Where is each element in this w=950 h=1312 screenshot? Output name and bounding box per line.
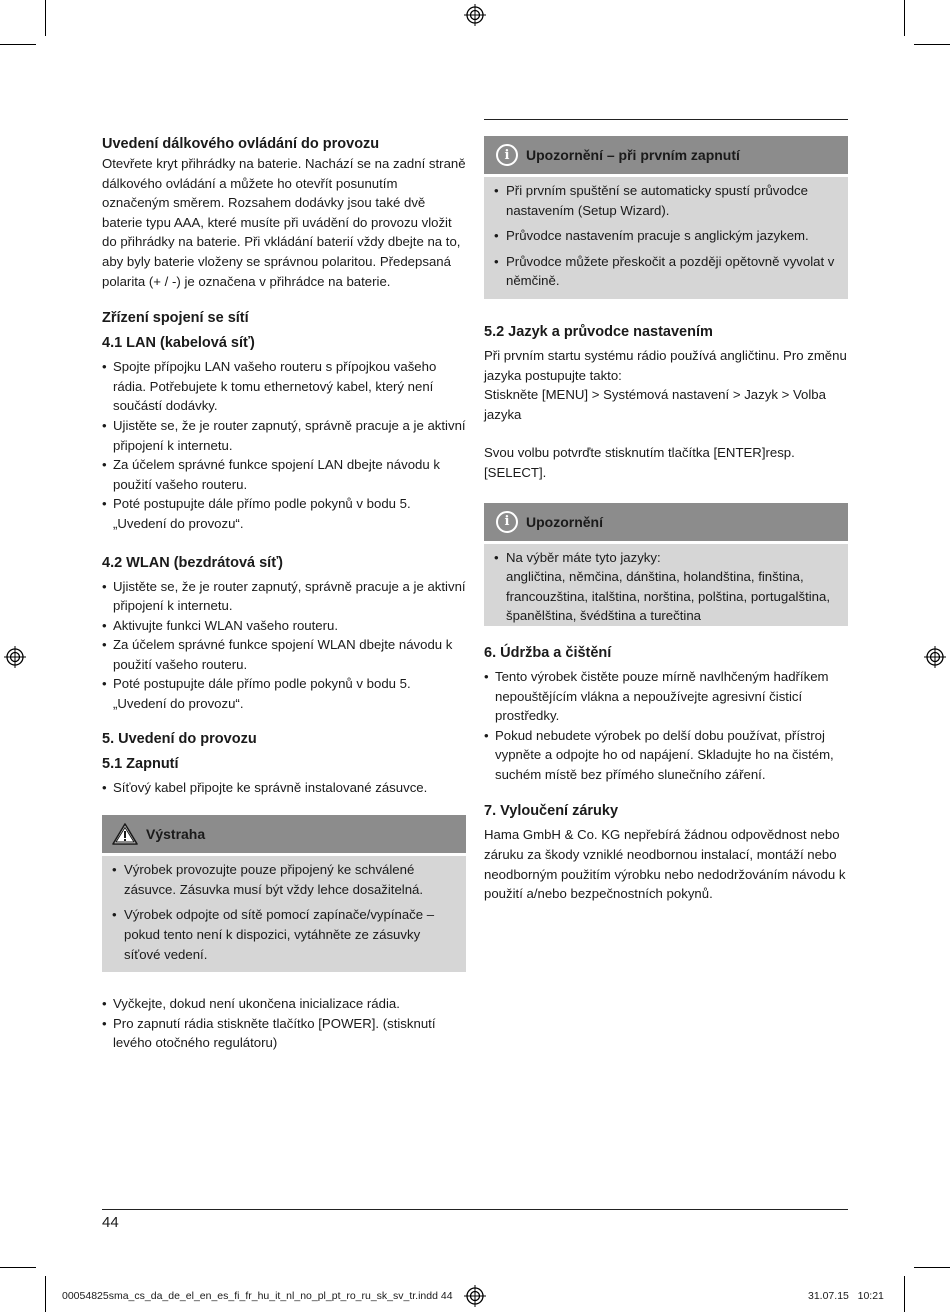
section-heading-power-on: 5.1 Zapnutí xyxy=(102,755,179,772)
list-item: • Aktivujte funkci WLAN vašeho routeru. xyxy=(102,616,466,636)
bottom-rule xyxy=(102,1209,848,1210)
note-body xyxy=(484,177,848,299)
after-list xyxy=(102,994,466,1053)
list-item: • Ujistěte se, že je router zapnutý, správně pracuje a je aktivní připojení k internetu. xyxy=(102,577,466,616)
warning-box xyxy=(102,815,466,972)
warning-icon xyxy=(112,823,138,845)
registration-mark-icon xyxy=(464,4,486,26)
list-item: • Průvodce nastavením pracuje s anglickým jazykem. xyxy=(492,226,840,246)
registration-mark-icon xyxy=(464,1285,486,1307)
info-icon: i xyxy=(496,511,518,533)
warranty-text: Hama GmbH & Co. KG nepřebírá žádnou odpovědnost nebo záruku za škody vzniklé neodbornou instalací, montáží nebo neodborným použitím výrobku nebo nedodržováním návodu k použití a/nebo bezpečnostních pokynů. xyxy=(484,827,846,902)
list-item: • Za účelem správné funkce spojení LAN dbejte návodu k použití vašeho routeru. xyxy=(102,455,466,494)
languages-intro: Na výběr máte tyto jazyky: xyxy=(506,549,661,565)
right-column xyxy=(484,136,848,904)
list-item: • Průvodce můžete přeskočit a později opětovně vyvolat v němčině. xyxy=(492,252,840,291)
crop-mark xyxy=(45,0,46,36)
section-heading-startup: 5. Uvedení do provozu xyxy=(102,730,257,747)
maintenance-list xyxy=(484,667,848,785)
crop-mark xyxy=(904,0,905,36)
wlan-list xyxy=(102,577,466,714)
note-box-languages xyxy=(484,503,848,626)
note-title: Upozornění – při prvním zapnutí xyxy=(526,147,740,163)
languages-list: angličtina, němčina, dánština, holandština, finština, francouzština, italština, norština, polština, portugalština, španělština, švédština a turečtina xyxy=(506,569,831,624)
note-list xyxy=(492,548,840,626)
registration-mark-icon xyxy=(4,646,26,668)
note-box-first-start xyxy=(484,136,848,299)
page-number: 44 xyxy=(102,1214,119,1231)
list-item: • Za účelem správné funkce spojení WLAN dbejte návodu k použití vašeho routeru. xyxy=(102,635,466,674)
note-list xyxy=(492,181,840,291)
note-header xyxy=(484,136,848,174)
top-rule xyxy=(484,119,848,120)
power-list xyxy=(102,778,466,798)
list-item: • Při prvním spuštění se automaticky spustí průvodce nastavením (Setup Wizard). xyxy=(492,181,840,220)
lan-list xyxy=(102,357,466,533)
crop-mark xyxy=(914,44,950,45)
list-item: • Pro zapnutí rádia stiskněte tlačítko [POWER]. (stisknutí levého otočného regulátoru) xyxy=(102,1014,466,1053)
warning-title: Výstraha xyxy=(146,826,206,843)
list-item: • Poté postupujte dále přímo podle pokynů v bodu 5. „Uvedení do provozu“. xyxy=(102,494,466,533)
note-header xyxy=(484,503,848,541)
registration-mark-icon xyxy=(924,646,946,668)
list-item: • Poté postupujte dále přímo podle pokynů v bodu 5. „Uvedení do provozu“. xyxy=(102,674,466,713)
section-heading-maintenance: 6. Údržba a čištění xyxy=(484,644,612,661)
remote-text: Otevřete kryt přihrádky na baterie. Nachází se na zadní straně dálkového ovládání a můžete ho otevřít posunutím označeným směrem. Rozsahem dodávky jsou také dvě baterie typu AAA, které musíte při uvádění do provozu vložit do přihrádky na baterie. Při vkládání baterií vždy dbejte na to, aby byly baterie vloženy se správnou polaritou. Předepsaná polarita (+ / -) je označena v přihrádce na baterie. xyxy=(102,156,466,289)
info-icon: i xyxy=(496,144,518,166)
warning-body xyxy=(102,856,466,972)
list-item: • Výrobek odpojte od sítě pomocí zapínače/vypínače – pokud tento není k dispozici, vytáhněte ze zásuvky síťové vedení. xyxy=(110,905,458,964)
list-item: • Síťový kabel připojte ke správně instalované zásuvce. xyxy=(102,778,466,798)
language-text-1: Při prvním startu systému rádio používá angličtinu. Pro změnu jazyka postupujte takto: xyxy=(484,347,847,383)
section-heading-wlan: 4.2 WLAN (bezdrátová síť) xyxy=(102,554,283,571)
crop-mark xyxy=(0,1267,36,1268)
list-item: • Pokud nebudete výrobek po delší dobu používat, přístroj vypněte a odpojte ho od napájení. Skladujte ho na čistém, suchém místě bez přímého slunečního záření. xyxy=(484,726,848,785)
note-body xyxy=(484,544,848,626)
crop-mark xyxy=(914,1267,950,1268)
left-column xyxy=(102,135,466,1053)
section-heading-network: Zřízení spojení se sítí xyxy=(102,310,249,327)
list-item: • Spojte přípojku LAN vašeho routeru s přípojkou vašeho rádia. Potřebujete k tomu ethernetový kabel, který není součástí dodávky. xyxy=(102,357,466,416)
warning-list xyxy=(110,860,458,964)
list-item: • Výrobek provozujte pouze připojený ke schválené zásuvce. Zásuvka musí být vždy lehce dosažitelná. xyxy=(110,860,458,899)
crop-mark xyxy=(0,44,36,45)
crop-mark xyxy=(904,1276,905,1312)
section-heading-warranty: 7. Vyloučení záruky xyxy=(484,803,619,820)
section-heading-lan: 4.1 LAN (kabelová síť) xyxy=(102,335,255,352)
language-text-3: Svou volbu potvrďte stisknutím tlačítka [ENTER]resp. [SELECT]. xyxy=(484,445,795,480)
footer-date: 31.07.15 10:21 xyxy=(808,1290,884,1302)
warning-header xyxy=(102,815,466,853)
list-item: • Ujistěte se, že je router zapnutý, správně pracuje a je aktivní připojení k internetu. xyxy=(102,416,466,455)
note-title: Upozornění xyxy=(526,513,603,530)
list-item: • Vyčkejte, dokud není ukončena inicializace rádia. xyxy=(102,994,466,1014)
section-heading-language: 5.2 Jazyk a průvodce nastavením xyxy=(484,323,713,340)
list-item: • Tento výrobek čistěte pouze mírně navlhčeným hadříkem nepouštějícím vlákna a nepoužívejte agresivní čisticí prostředky. xyxy=(484,667,848,726)
section-heading-remote: Uvedení dálkového ovládání do provozu xyxy=(102,136,380,152)
footer-file-name: 00054825sma_cs_da_de_el_en_es_fi_fr_hu_it_nl_no_pl_pt_ro_ru_sk_sv_tr.indd 44 xyxy=(62,1290,453,1302)
crop-mark xyxy=(45,1276,46,1312)
list-item xyxy=(492,548,840,626)
language-text-2: Stiskněte [MENU] > Systémová nastavení > Jazyk > Volba jazyka xyxy=(484,387,826,422)
